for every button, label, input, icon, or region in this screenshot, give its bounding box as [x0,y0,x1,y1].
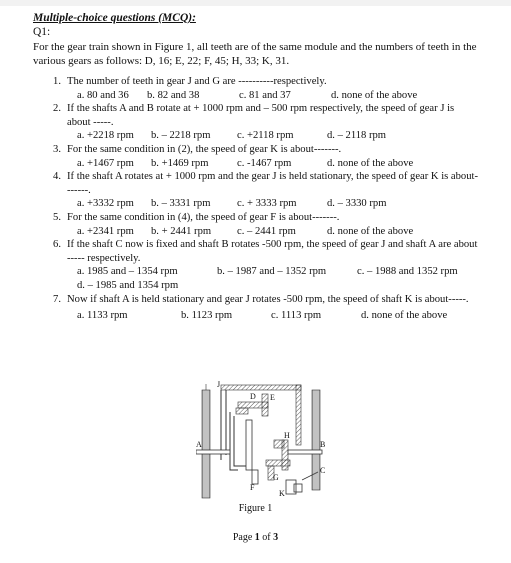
right-bearing [312,390,320,490]
question-number: 1. [53,76,61,87]
options-row [77,157,479,171]
options-row [77,265,479,279]
option-a: a. 1985 and – 1354 rpm [77,266,178,278]
option-c: c. 1113 rpm [271,310,322,322]
label-c: C [320,466,326,475]
option-c: c. -1467 rpm [237,157,292,169]
option-a: a. +1467 rpm [77,157,134,169]
question-label: Q1: [33,26,51,38]
options-row [77,309,479,323]
option-d: d. none of the above [331,89,418,101]
option-d: d. – 2118 rpm [327,130,387,142]
question-list [33,75,479,323]
question-number: 4. [53,171,61,183]
top-strip [0,0,511,6]
label-g: G [273,473,279,482]
options-row [77,197,479,211]
question-text: The number of teeth in gear J and G are ----------respectively. [67,76,327,87]
page-total: 3 [273,532,279,543]
question-number: 7. [53,293,61,305]
question-3 [33,143,479,157]
options-row [77,225,479,239]
question-5 [33,211,479,225]
page-prefix: Page [232,532,255,543]
options-row [77,89,479,103]
page-footer [0,532,511,543]
page-current: 1 [254,532,260,543]
option-a: a. +3332 rpm [77,198,134,210]
section-heading: Multiple-choice questions (MCQ): [33,12,196,24]
question-text: For the same condition in (4), the speed of gear F is about-------. [67,211,340,223]
page-middle: of [259,532,274,543]
option-b: b. + 2441 rpm [151,225,212,237]
option-b: b. – 2218 rpm [151,130,211,142]
options-row [77,129,479,143]
question-6 [33,238,479,265]
option-a: a. +2218 rpm [77,130,134,142]
gear-train-figure [196,380,336,500]
option-b: b. – 3331 rpm [151,198,211,210]
label-d: D [250,392,256,401]
option-b: b. 82 and 38 [147,89,200,101]
option-d: d. none of the above [361,310,448,322]
question-number: 2. [53,103,61,115]
option-c: c. – 2441 rpm [237,225,296,237]
shaft-b [288,450,322,454]
carrier-arm [230,412,252,470]
shaft-a [196,450,230,454]
option-b: b. 1123 rpm [181,310,233,322]
gear-e [262,394,268,416]
question-number: 5. [53,211,61,223]
question-2 [33,102,479,129]
gear-f [252,470,258,484]
label-a: A [196,440,202,449]
option-c: c. +2118 rpm [237,130,294,142]
option-d: d. none of the above [327,225,414,237]
option-d: d. – 1985 and 1354 rpm [77,279,179,291]
question-4 [33,170,479,197]
option-b: b. +1469 rpm [151,157,209,169]
options-row [77,279,479,293]
label-f: F [250,483,255,492]
question-text: For the same condition in (2), the speed of gear K is about-------. [67,143,342,155]
option-a: a. +2341 rpm [77,225,134,237]
question-1 [33,75,479,89]
gear-j [221,385,301,460]
option-d: d. none of the above [327,157,414,169]
label-j: J [217,380,221,389]
question-7 [33,293,479,307]
gear-k [286,480,302,494]
label-h: H [284,431,290,440]
question-text: If the shaft A rotates at + 1000 rpm and the gear J is held stationary, the speed of gear K is about-------. [67,171,478,196]
option-d: d. – 3330 rpm [327,198,387,210]
label-b: B [320,440,326,449]
option-c: c. 81 and 37 [239,89,291,101]
question-intro: For the gear train shown in Figure 1, all teeth are of the same module and the numbers of teeth in the various gears as follows: D, 16; E, 22; F, 45; H, 33; K, 31. [33,41,477,67]
option-b: b. – 1987 and – 1352 rpm [217,266,327,278]
option-a: a. 80 and 36 [77,89,129,101]
label-e: E [270,393,275,402]
option-c: c. + 3333 rpm [237,198,297,210]
question-number: 6. [53,239,61,251]
question-text: Now if shaft A is held stationary and gear J rotates -500 rpm, the speed of shaft K is about-----. [67,293,469,305]
question-text: If the shafts A and B rotate at + 1000 rpm and – 500 rpm respectively, the speed of gear J is about -----. [67,103,455,128]
label-k: K [279,489,285,498]
question-text: If the shaft C now is fixed and shaft B rotates -500 rpm, the speed of gear J and shaft A are about ----- respectively. [67,239,478,264]
figure-caption: Figure 1 [238,503,273,514]
question-number: 3. [53,143,61,155]
left-bearing [202,384,210,498]
option-c: c. – 1988 and 1352 rpm [357,266,458,278]
option-a: a. 1133 rpm [77,310,128,322]
